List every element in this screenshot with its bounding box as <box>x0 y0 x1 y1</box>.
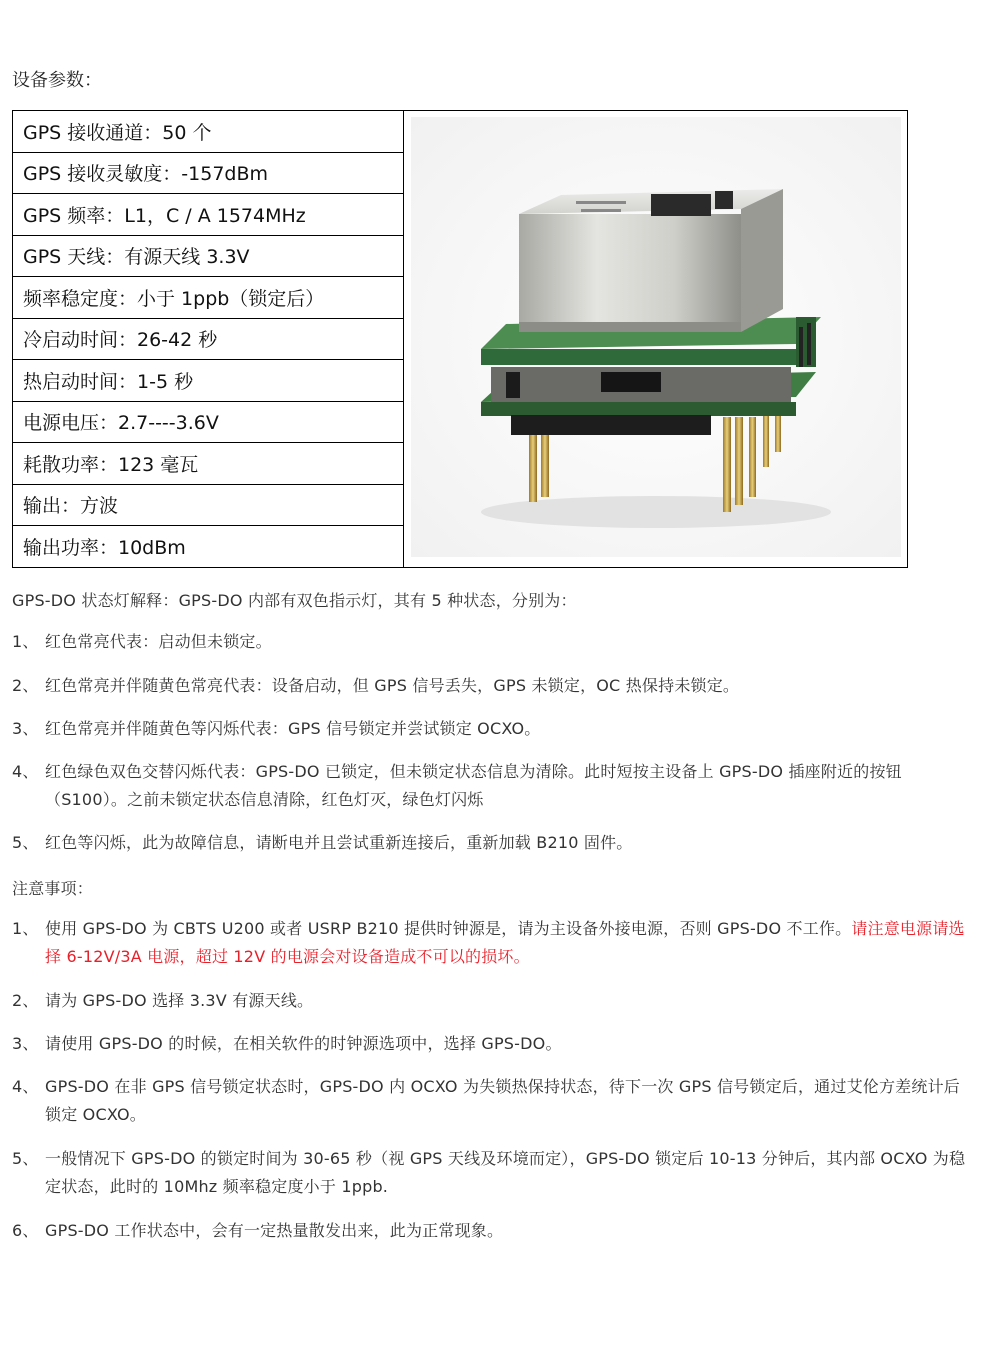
list-item <box>12 758 974 814</box>
list-number: 5、 <box>12 833 39 852</box>
list-item <box>12 915 974 971</box>
list-item <box>12 829 974 857</box>
list-item <box>12 672 974 700</box>
led-intro: GPS-DO 状态灯解释：GPS-DO 内部有双色指示灯，其有 5 种状态，分别为： <box>12 591 577 610</box>
list-number: 2、 <box>12 991 39 1010</box>
spec-cell: GPS 接收灵敏度：-157dBm <box>13 152 404 194</box>
list-text: 红色常亮并伴随黄色等闪烁代表：GPS 信号锁定并尝试锁定 OCXO。 <box>45 719 541 738</box>
spec-heading: 设备参数： <box>12 70 102 91</box>
spec-table <box>12 110 908 568</box>
note-text: 使用 GPS-DO 为 CBTS U200 或者 USRP B210 提供时钟源是，请为主设备外接电源，否则 GPS-DO 不工作。 <box>45 919 852 938</box>
list-number: 1、 <box>12 919 39 938</box>
list-number: 1、 <box>12 632 39 651</box>
list-text: 红色绿色双色交替闪烁代表：GPS-DO 已锁定，但未锁定状态信息为清除。此时短按主设备上 GPS-DO 插座附近的按钮（S100）。之前未锁定状态信息清除，红色灯灭，绿色灯闪烁 <box>45 762 902 809</box>
list-item <box>12 1073 974 1129</box>
list-number: 5、 <box>12 1149 39 1168</box>
list-item <box>12 1217 974 1245</box>
list-text <box>45 915 974 971</box>
list-item <box>12 987 974 1015</box>
list-text: 红色等闪烁，此为故障信息，请断电并且尝试重新连接后，重新加载 B210 固件。 <box>45 833 633 852</box>
list-number: 4、 <box>12 762 39 781</box>
spec-cell: 耗散功率：123 毫瓦 <box>13 443 404 485</box>
spec-cell: 冷启动时间：26-42 秒 <box>13 318 404 360</box>
list-item <box>12 715 974 743</box>
spec-cell: 输出：方波 <box>13 484 404 526</box>
list-item <box>12 1145 974 1201</box>
spec-cell: 输出功率：10dBm <box>13 526 404 568</box>
spec-cell: GPS 频率：L1，C / A 1574MHz <box>13 194 404 236</box>
gpsdo-module-photo-icon <box>411 117 901 557</box>
list-item <box>12 1030 974 1058</box>
notes-heading: 注意事项： <box>12 879 94 898</box>
list-text: 一般情况下 GPS-DO 的锁定时间为 30-65 秒（视 GPS 天线及环境而定），GPS-DO 锁定后 10-13 分钟后，其内部 OCXO 为稳定状态，此时的 10Mhz 频率稳定度小于 1ppb. <box>45 1149 966 1196</box>
list-number: 3、 <box>12 1034 39 1053</box>
list-text: 请使用 GPS-DO 的时候，在相关软件的时钟源选项中，选择 GPS-DO。 <box>45 1034 562 1053</box>
table-row <box>13 111 908 153</box>
list-item <box>12 628 974 656</box>
list-text: GPS-DO 在非 GPS 信号锁定状态时，GPS-DO 内 OCXO 为失锁热保持状态，待下一次 GPS 信号锁定后，通过艾伦方差统计后锁定 OCXO。 <box>45 1077 960 1124</box>
list-number: 4、 <box>12 1077 39 1096</box>
spec-cell: 频率稳定度：小于 1ppb（锁定后） <box>13 277 404 319</box>
list-text: 红色常亮并伴随黄色常亮代表：设备启动，但 GPS 信号丢失，GPS 未锁定，OC 热保持未锁定。 <box>45 676 740 695</box>
list-text: 红色常亮代表：启动但未锁定。 <box>45 632 272 651</box>
spec-cell: 电源电压：2.7----3.6V <box>13 401 404 443</box>
list-number: 6、 <box>12 1221 39 1240</box>
list-text: GPS-DO 工作状态中，会有一定热量散发出来，此为正常现象。 <box>45 1221 504 1240</box>
photo-cell <box>404 111 908 568</box>
list-number: 2、 <box>12 676 39 695</box>
spec-cell: 热启动时间：1-5 秒 <box>13 360 404 402</box>
list-text: 请为 GPS-DO 选择 3.3V 有源天线。 <box>45 991 314 1010</box>
list-number: 3、 <box>12 719 39 738</box>
spec-cell: GPS 天线：有源天线 3.3V <box>13 235 404 277</box>
warning-text: 请注意电源请选择 6-12V/3A 电源，超过 12V 的电源会对设备造成不可以的损坏。 <box>45 919 965 966</box>
spec-cell: GPS 接收通道：50 个 <box>13 111 404 153</box>
